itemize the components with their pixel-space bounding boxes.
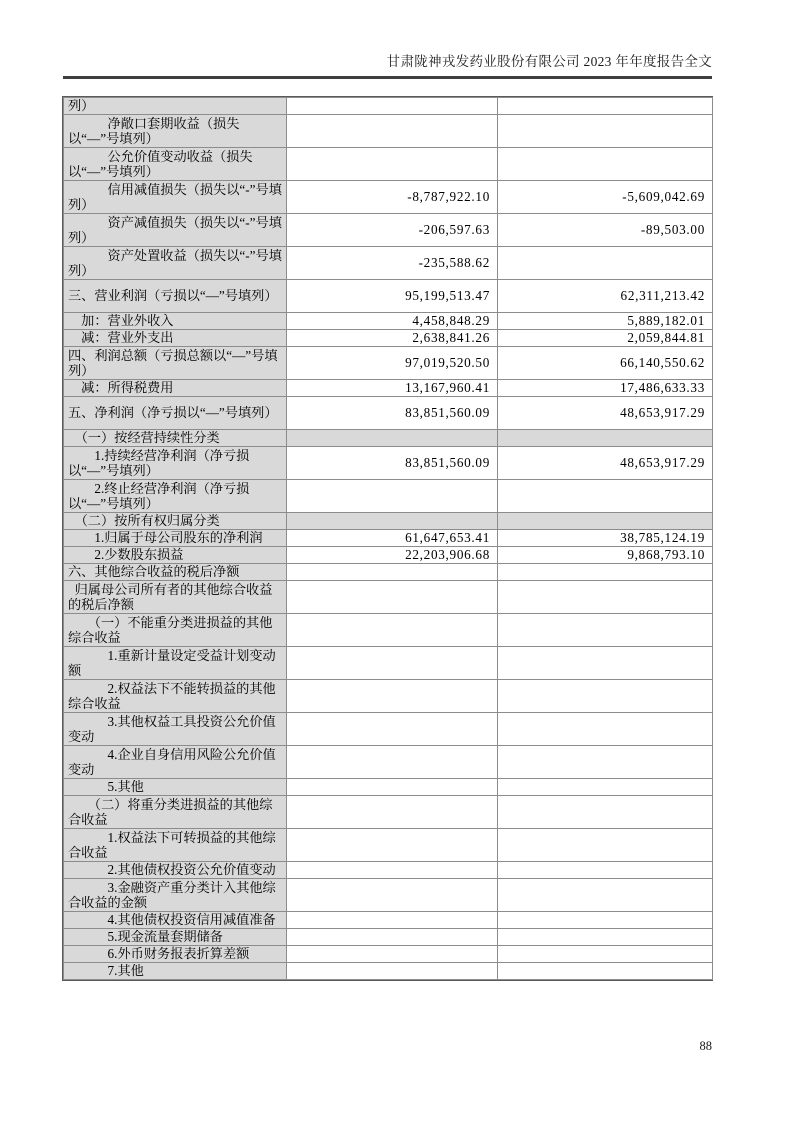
prior-amount-cell bbox=[498, 963, 713, 980]
item-label-cell: 2.权益法下不能转损益的其他综合收益 bbox=[64, 680, 287, 713]
prior-amount-cell bbox=[498, 430, 713, 447]
current-amount-cell: -235,588.62 bbox=[287, 247, 498, 280]
current-amount-cell bbox=[287, 115, 498, 148]
prior-amount-cell bbox=[498, 879, 713, 912]
table-row bbox=[64, 280, 713, 313]
item-label-cell: 3.其他权益工具投资公允价值变动 bbox=[64, 713, 287, 746]
item-label-cell: 7.其他 bbox=[64, 963, 287, 980]
current-amount-cell: 4,458,848.29 bbox=[287, 313, 498, 330]
item-label-cell: 2.终止经营净利润（净亏损以“—”号填列） bbox=[64, 480, 287, 513]
current-amount-cell bbox=[287, 647, 498, 680]
item-label-cell: 1.重新计量设定受益计划变动额 bbox=[64, 647, 287, 680]
table-row bbox=[64, 98, 713, 115]
item-label-cell: 列） bbox=[64, 98, 287, 115]
header-title: 甘肃陇神戎发药业股份有限公司 2023 年年度报告全文 bbox=[386, 54, 712, 69]
prior-amount-cell: -5,609,042.69 bbox=[498, 181, 713, 214]
current-amount-cell: 61,647,653.41 bbox=[287, 530, 498, 547]
item-label-cell: 六、其他综合收益的税后净额 bbox=[64, 564, 287, 581]
current-amount-cell bbox=[287, 564, 498, 581]
income-statement-table bbox=[62, 96, 713, 981]
prior-amount-cell bbox=[498, 713, 713, 746]
item-label-cell: 四、利润总额（亏损总额以“—”号填列） bbox=[64, 347, 287, 380]
table-row bbox=[64, 614, 713, 647]
table-row bbox=[64, 313, 713, 330]
table-row bbox=[64, 713, 713, 746]
table-row bbox=[64, 912, 713, 929]
table-body bbox=[64, 98, 713, 980]
item-label-cell: 公允价值变动收益（损失以“—”号填列） bbox=[64, 148, 287, 181]
prior-amount-cell bbox=[498, 862, 713, 879]
table-row bbox=[64, 929, 713, 946]
item-label-cell: 归属母公司所有者的其他综合收益的税后净额 bbox=[64, 581, 287, 614]
current-amount-cell bbox=[287, 430, 498, 447]
current-amount-cell: 95,199,513.47 bbox=[287, 280, 498, 313]
current-amount-cell bbox=[287, 862, 498, 879]
table-row bbox=[64, 480, 713, 513]
prior-amount-cell bbox=[498, 680, 713, 713]
item-label-cell: （一）按经营持续性分类 bbox=[64, 430, 287, 447]
prior-amount-cell bbox=[498, 796, 713, 829]
prior-amount-cell bbox=[498, 912, 713, 929]
current-amount-cell bbox=[287, 746, 498, 779]
current-amount-cell bbox=[287, 713, 498, 746]
current-amount-cell bbox=[287, 779, 498, 796]
current-amount-cell bbox=[287, 581, 498, 614]
prior-amount-cell bbox=[498, 564, 713, 581]
prior-amount-cell: 38,785,124.19 bbox=[498, 530, 713, 547]
item-label-cell: （二）将重分类进损益的其他综合收益 bbox=[64, 796, 287, 829]
prior-amount-cell bbox=[498, 581, 713, 614]
item-label-cell: 5.现金流量套期储备 bbox=[64, 929, 287, 946]
table-row bbox=[64, 547, 713, 564]
current-amount-cell bbox=[287, 929, 498, 946]
table-row bbox=[64, 564, 713, 581]
current-amount-cell: 83,851,560.09 bbox=[287, 447, 498, 480]
prior-amount-cell: -89,503.00 bbox=[498, 214, 713, 247]
item-label-cell: 三、营业利润（亏损以“—”号填列） bbox=[64, 280, 287, 313]
item-label-cell: 1.持续经营净利润（净亏损以“—”号填列） bbox=[64, 447, 287, 480]
current-amount-cell: -8,787,922.10 bbox=[287, 181, 498, 214]
table-row bbox=[64, 347, 713, 380]
income-statement-table-grid bbox=[63, 97, 713, 980]
table-row bbox=[64, 829, 713, 862]
current-amount-cell bbox=[287, 879, 498, 912]
current-amount-cell bbox=[287, 513, 498, 530]
table-row bbox=[64, 397, 713, 430]
item-label-cell: 1.归属于母公司股东的净利润 bbox=[64, 530, 287, 547]
table-row bbox=[64, 430, 713, 447]
current-amount-cell bbox=[287, 148, 498, 181]
item-label-cell: 信用减值损失（损失以“-”号填列） bbox=[64, 181, 287, 214]
prior-amount-cell bbox=[498, 946, 713, 963]
prior-amount-cell bbox=[498, 829, 713, 862]
prior-amount-cell: 48,653,917.29 bbox=[498, 397, 713, 430]
table-row bbox=[64, 879, 713, 912]
table-row bbox=[64, 581, 713, 614]
prior-amount-cell: 66,140,550.62 bbox=[498, 347, 713, 380]
table-row bbox=[64, 796, 713, 829]
table-row bbox=[64, 647, 713, 680]
table-row bbox=[64, 330, 713, 347]
table-row bbox=[64, 247, 713, 280]
item-label-cell: 减：营业外支出 bbox=[64, 330, 287, 347]
prior-amount-cell bbox=[498, 148, 713, 181]
prior-amount-cell: 62,311,213.42 bbox=[498, 280, 713, 313]
current-amount-cell: 22,203,906.68 bbox=[287, 547, 498, 564]
item-label-cell: （一）不能重分类进损益的其他综合收益 bbox=[64, 614, 287, 647]
prior-amount-cell bbox=[498, 98, 713, 115]
table-row bbox=[64, 181, 713, 214]
item-label-cell: 2.其他债权投资公允价值变动 bbox=[64, 862, 287, 879]
item-label-cell: 资产处置收益（损失以“-”号填列） bbox=[64, 247, 287, 280]
current-amount-cell bbox=[287, 480, 498, 513]
prior-amount-cell: 5,889,182.01 bbox=[498, 313, 713, 330]
table-row bbox=[64, 447, 713, 480]
item-label-cell: （二）按所有权归属分类 bbox=[64, 513, 287, 530]
table-row bbox=[64, 963, 713, 980]
current-amount-cell bbox=[287, 946, 498, 963]
header-rule bbox=[63, 76, 712, 79]
current-amount-cell bbox=[287, 614, 498, 647]
prior-amount-cell: 17,486,633.33 bbox=[498, 380, 713, 397]
prior-amount-cell: 48,653,917.29 bbox=[498, 447, 713, 480]
table-row bbox=[64, 946, 713, 963]
item-label-cell: 4.其他债权投资信用减值准备 bbox=[64, 912, 287, 929]
item-label-cell: 4.企业自身信用风险公允价值变动 bbox=[64, 746, 287, 779]
table-row bbox=[64, 746, 713, 779]
table-row bbox=[64, 779, 713, 796]
item-label-cell: 3.金融资产重分类计入其他综合收益的金额 bbox=[64, 879, 287, 912]
prior-amount-cell bbox=[498, 929, 713, 946]
item-label-cell: 减：所得税费用 bbox=[64, 380, 287, 397]
prior-amount-cell: 2,059,844.81 bbox=[498, 330, 713, 347]
prior-amount-cell bbox=[498, 480, 713, 513]
prior-amount-cell bbox=[498, 746, 713, 779]
prior-amount-cell: 9,868,793.10 bbox=[498, 547, 713, 564]
prior-amount-cell bbox=[498, 614, 713, 647]
prior-amount-cell bbox=[498, 513, 713, 530]
current-amount-cell: 13,167,960.41 bbox=[287, 380, 498, 397]
current-amount-cell: 83,851,560.09 bbox=[287, 397, 498, 430]
current-amount-cell: -206,597.63 bbox=[287, 214, 498, 247]
item-label-cell: 2.少数股东损益 bbox=[64, 547, 287, 564]
current-amount-cell bbox=[287, 796, 498, 829]
item-label-cell: 净敞口套期收益（损失以“—”号填列） bbox=[64, 115, 287, 148]
prior-amount-cell bbox=[498, 247, 713, 280]
table-row bbox=[64, 148, 713, 181]
current-amount-cell bbox=[287, 963, 498, 980]
item-label-cell: 加：营业外收入 bbox=[64, 313, 287, 330]
page-number: 88 bbox=[699, 1039, 712, 1053]
prior-amount-cell bbox=[498, 115, 713, 148]
current-amount-cell bbox=[287, 680, 498, 713]
current-amount-cell bbox=[287, 829, 498, 862]
table-row bbox=[64, 530, 713, 547]
current-amount-cell: 2,638,841.26 bbox=[287, 330, 498, 347]
item-label-cell: 5.其他 bbox=[64, 779, 287, 796]
table-row bbox=[64, 513, 713, 530]
table-row bbox=[64, 862, 713, 879]
prior-amount-cell bbox=[498, 647, 713, 680]
item-label-cell: 五、净利润（净亏损以“—”号填列） bbox=[64, 397, 287, 430]
current-amount-cell bbox=[287, 98, 498, 115]
table-row bbox=[64, 380, 713, 397]
prior-amount-cell bbox=[498, 779, 713, 796]
current-amount-cell: 97,019,520.50 bbox=[287, 347, 498, 380]
table-row bbox=[64, 680, 713, 713]
current-amount-cell bbox=[287, 912, 498, 929]
item-label-cell: 1.权益法下可转损益的其他综合收益 bbox=[64, 829, 287, 862]
item-label-cell: 资产减值损失（损失以“-”号填列） bbox=[64, 214, 287, 247]
table-row bbox=[64, 115, 713, 148]
table-row bbox=[64, 214, 713, 247]
item-label-cell: 6.外币财务报表折算差额 bbox=[64, 946, 287, 963]
